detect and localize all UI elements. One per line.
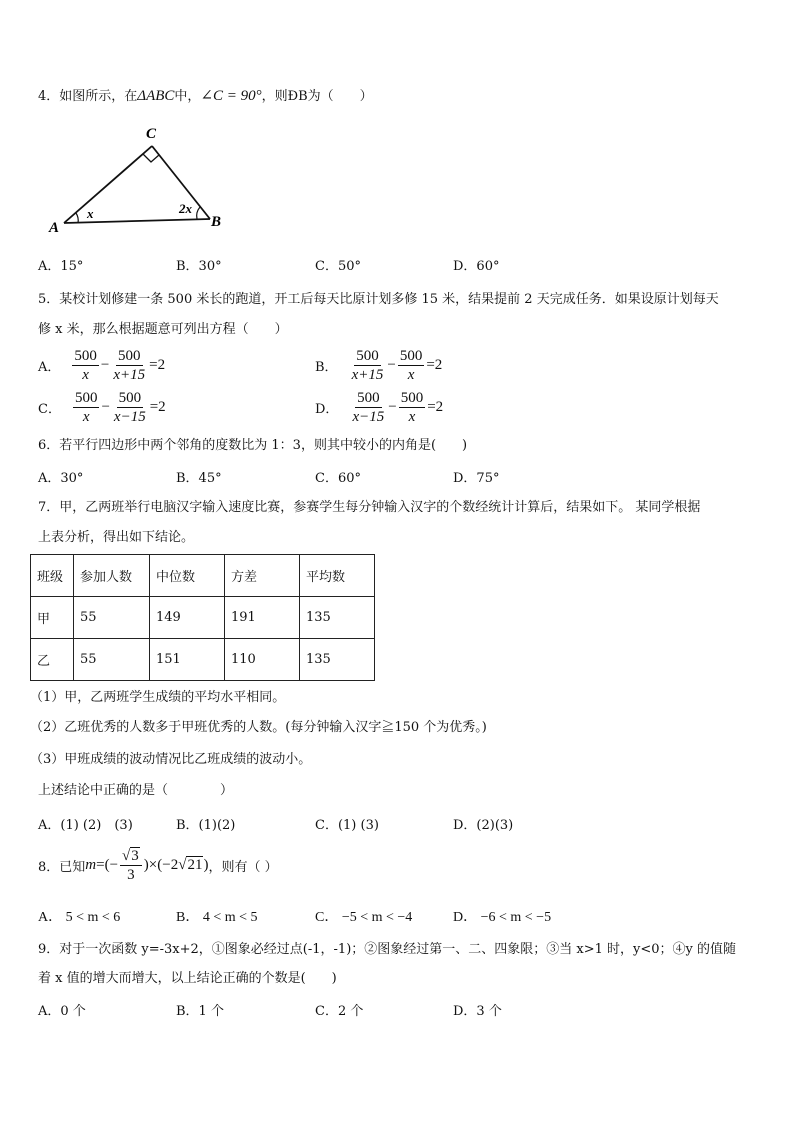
q9-stem-line1: 9．对于一次函数 y=-3x+2，①图象必经过点(-1，-1)；②图象经过第一、二、四象限；③当 x>1 时，y<0；④y 的值随 (38, 942, 737, 957)
q7-option-a[interactable]: A．(1) (2) (3) (38, 818, 133, 833)
numerator: 500 (400, 390, 424, 406)
q8-sqrt-21: √21 (178, 857, 203, 873)
q5-option-a[interactable] (38, 348, 165, 383)
q8-option-c[interactable]: C． −5 < m < −4 (315, 910, 413, 925)
q9-option-c[interactable]: C．2 个 (315, 1004, 364, 1019)
denominator: x (408, 409, 416, 425)
q5-option-d[interactable] (315, 390, 443, 425)
q8-variable-m: m (85, 857, 97, 873)
q4-triangle-figure (40, 122, 240, 237)
numerator: 500 (356, 348, 379, 364)
q5-option-b-label: B． (315, 360, 338, 375)
radicand: 21 (187, 857, 203, 873)
q5-option-d-label: D． (315, 402, 339, 417)
fraction (399, 390, 426, 425)
header-cell-class: 班级 (31, 555, 74, 597)
q4-stem (38, 86, 373, 107)
denominator: x+15 (351, 367, 384, 383)
rhs: =2 (149, 399, 166, 415)
side-ab (64, 219, 210, 223)
denominator: x−15 (352, 409, 385, 425)
fraction (111, 348, 147, 383)
table-header-row (31, 555, 375, 597)
table-cell: 乙 (31, 639, 74, 681)
q7-question: 上述结论中正确的是（ ） (38, 783, 234, 798)
q4-triangle-label: ΔABC (137, 88, 175, 104)
table-cell: 甲 (31, 597, 74, 639)
q6-option-c[interactable]: C．60° (315, 471, 361, 486)
radicand: 3 (131, 848, 139, 864)
fraction (398, 348, 425, 383)
q6-stem: 6．若平行四边形中两个邻角的度数比为 1：3，则其中较小的内角是( ) (38, 438, 468, 453)
denominator: x+15 (113, 367, 146, 383)
q7-conclusion-2: （2）乙班优秀的人数多于甲班优秀的人数。(每分钟输入汉字≧150 个为优秀。) (30, 720, 487, 735)
fraction (112, 390, 148, 425)
numerator: 500 (357, 390, 380, 406)
header-cell-participants: 参加人数 (74, 555, 150, 597)
numerator: 500 (74, 390, 98, 406)
q7-option-d[interactable]: D．(2)(3) (453, 818, 514, 833)
q7-stats-table (30, 554, 375, 681)
denominator: x (82, 409, 90, 425)
q8-stem (38, 848, 278, 883)
header-cell-variance: 方差 (225, 555, 300, 597)
header-cell-median: 中位数 (150, 555, 225, 597)
angle-a-arc (76, 213, 78, 223)
q5-stem-line2: 修 x 米，那么根据题意可列出方程（ ） (38, 322, 288, 337)
table-cell: 55 (74, 597, 150, 639)
q9-option-b[interactable]: B．1 个 (176, 1004, 224, 1019)
rhs: =2 (426, 357, 443, 373)
q8-mid: )×(−2 (143, 857, 179, 873)
rhs: =2 (149, 357, 166, 373)
q4-option-a[interactable]: A．15° (38, 259, 84, 274)
fraction (72, 348, 99, 383)
rhs: =2 (427, 399, 444, 415)
table-cell: 191 (225, 597, 300, 639)
table-cell: 135 (300, 597, 375, 639)
fraction (350, 390, 386, 425)
q4-stem-tail: ，则ÐB为（ ） (261, 89, 373, 104)
q9-option-d[interactable]: D．3 个 (453, 1004, 502, 1019)
q8-close: ) (203, 857, 209, 873)
q6-option-d[interactable]: D．75° (453, 471, 500, 486)
header-cell-mean: 平均数 (300, 555, 375, 597)
q9-stem-line2: 着 x 值的增大而增大，以上结论正确的个数是( ) (38, 971, 337, 986)
operator: − (387, 357, 396, 373)
q8-equals: =(− (96, 857, 119, 873)
vertex-b-label: B (211, 214, 222, 230)
table-cell: 151 (150, 639, 225, 681)
numerator: 500 (118, 348, 141, 364)
q5-option-c[interactable] (38, 390, 166, 425)
numerator: 500 (399, 348, 423, 364)
table-row (31, 639, 375, 681)
q4-option-d[interactable]: D．60° (453, 259, 500, 274)
vertex-c-label: C (146, 126, 157, 142)
q8-fraction (120, 848, 142, 883)
q5-option-c-label: C． (38, 402, 61, 417)
angle-b-arc (197, 207, 200, 219)
angle-b-label: 2x (179, 201, 192, 216)
q8-tail: ，则有（ ） (208, 860, 278, 875)
operator: − (101, 399, 110, 415)
fraction (73, 390, 100, 425)
denominator: x (407, 367, 415, 383)
q8-option-a[interactable]: A． 5 < m < 6 (38, 910, 121, 925)
numerator: 500 (118, 390, 142, 406)
table-row (31, 597, 375, 639)
q4-option-b[interactable]: B．30° (176, 259, 222, 274)
q6-option-b[interactable]: B．45° (176, 471, 222, 486)
q8-option-d[interactable]: D． −6 < m < −5 (453, 910, 552, 925)
numerator: 500 (74, 348, 97, 364)
q4-stem-mid: 中， (174, 89, 201, 104)
q7-conclusion-3: （3）甲班成绩的波动情况比乙班成绩的波动小。 (30, 752, 312, 767)
q5-option-b[interactable] (315, 348, 442, 383)
q4-option-c[interactable]: C．50° (315, 259, 361, 274)
q5-stem-line1: 5．某校计划修建一条 500 米长的跑道，开工后每天比原计划多修 15 米，结果提前 2 天完成任务．如果设原计划每天 (38, 292, 719, 307)
q9-option-a[interactable]: A．0 个 (38, 1004, 86, 1019)
q7-stem-line2: 上表分析，得出如下结论。 (38, 530, 195, 545)
table-cell: 110 (225, 639, 300, 681)
operator: − (388, 399, 397, 415)
denominator: x−15 (113, 409, 146, 425)
side-ac (64, 146, 152, 223)
q7-option-c[interactable]: C．(1) (3) (315, 818, 379, 833)
table-cell: 55 (74, 639, 150, 681)
q4-angle-c: ∠C = 90° (200, 88, 262, 104)
q7-option-b[interactable]: B．(1)(2) (176, 818, 236, 833)
denominator: 3 (127, 867, 135, 883)
table-cell: 135 (300, 639, 375, 681)
angle-a-label: x (87, 206, 94, 221)
q4-stem-text: 4．如图所示，在 (38, 89, 138, 104)
q8-option-b[interactable]: B． 4 < m < 5 (176, 910, 258, 925)
q6-option-a[interactable]: A．30° (38, 471, 84, 486)
q5-option-a-label: A． (38, 360, 61, 375)
denominator: x (82, 367, 89, 383)
right-angle-mark (143, 154, 159, 162)
operator: − (100, 357, 110, 373)
numerator: √3 (120, 848, 142, 866)
fraction (350, 348, 386, 383)
vertex-a-label: A (49, 220, 60, 236)
q8-prefix: 8．已知 (38, 860, 86, 875)
table-cell: 149 (150, 597, 225, 639)
q7-conclusion-1: （1）甲，乙两班学生成绩的平均水平相同。 (30, 690, 286, 705)
q7-stem-line1: 7．甲，乙两班举行电脑汉字输入速度比赛，参赛学生每分钟输入汉字的个数经统计计算后，结果如下。 某同学根据 (38, 500, 701, 515)
